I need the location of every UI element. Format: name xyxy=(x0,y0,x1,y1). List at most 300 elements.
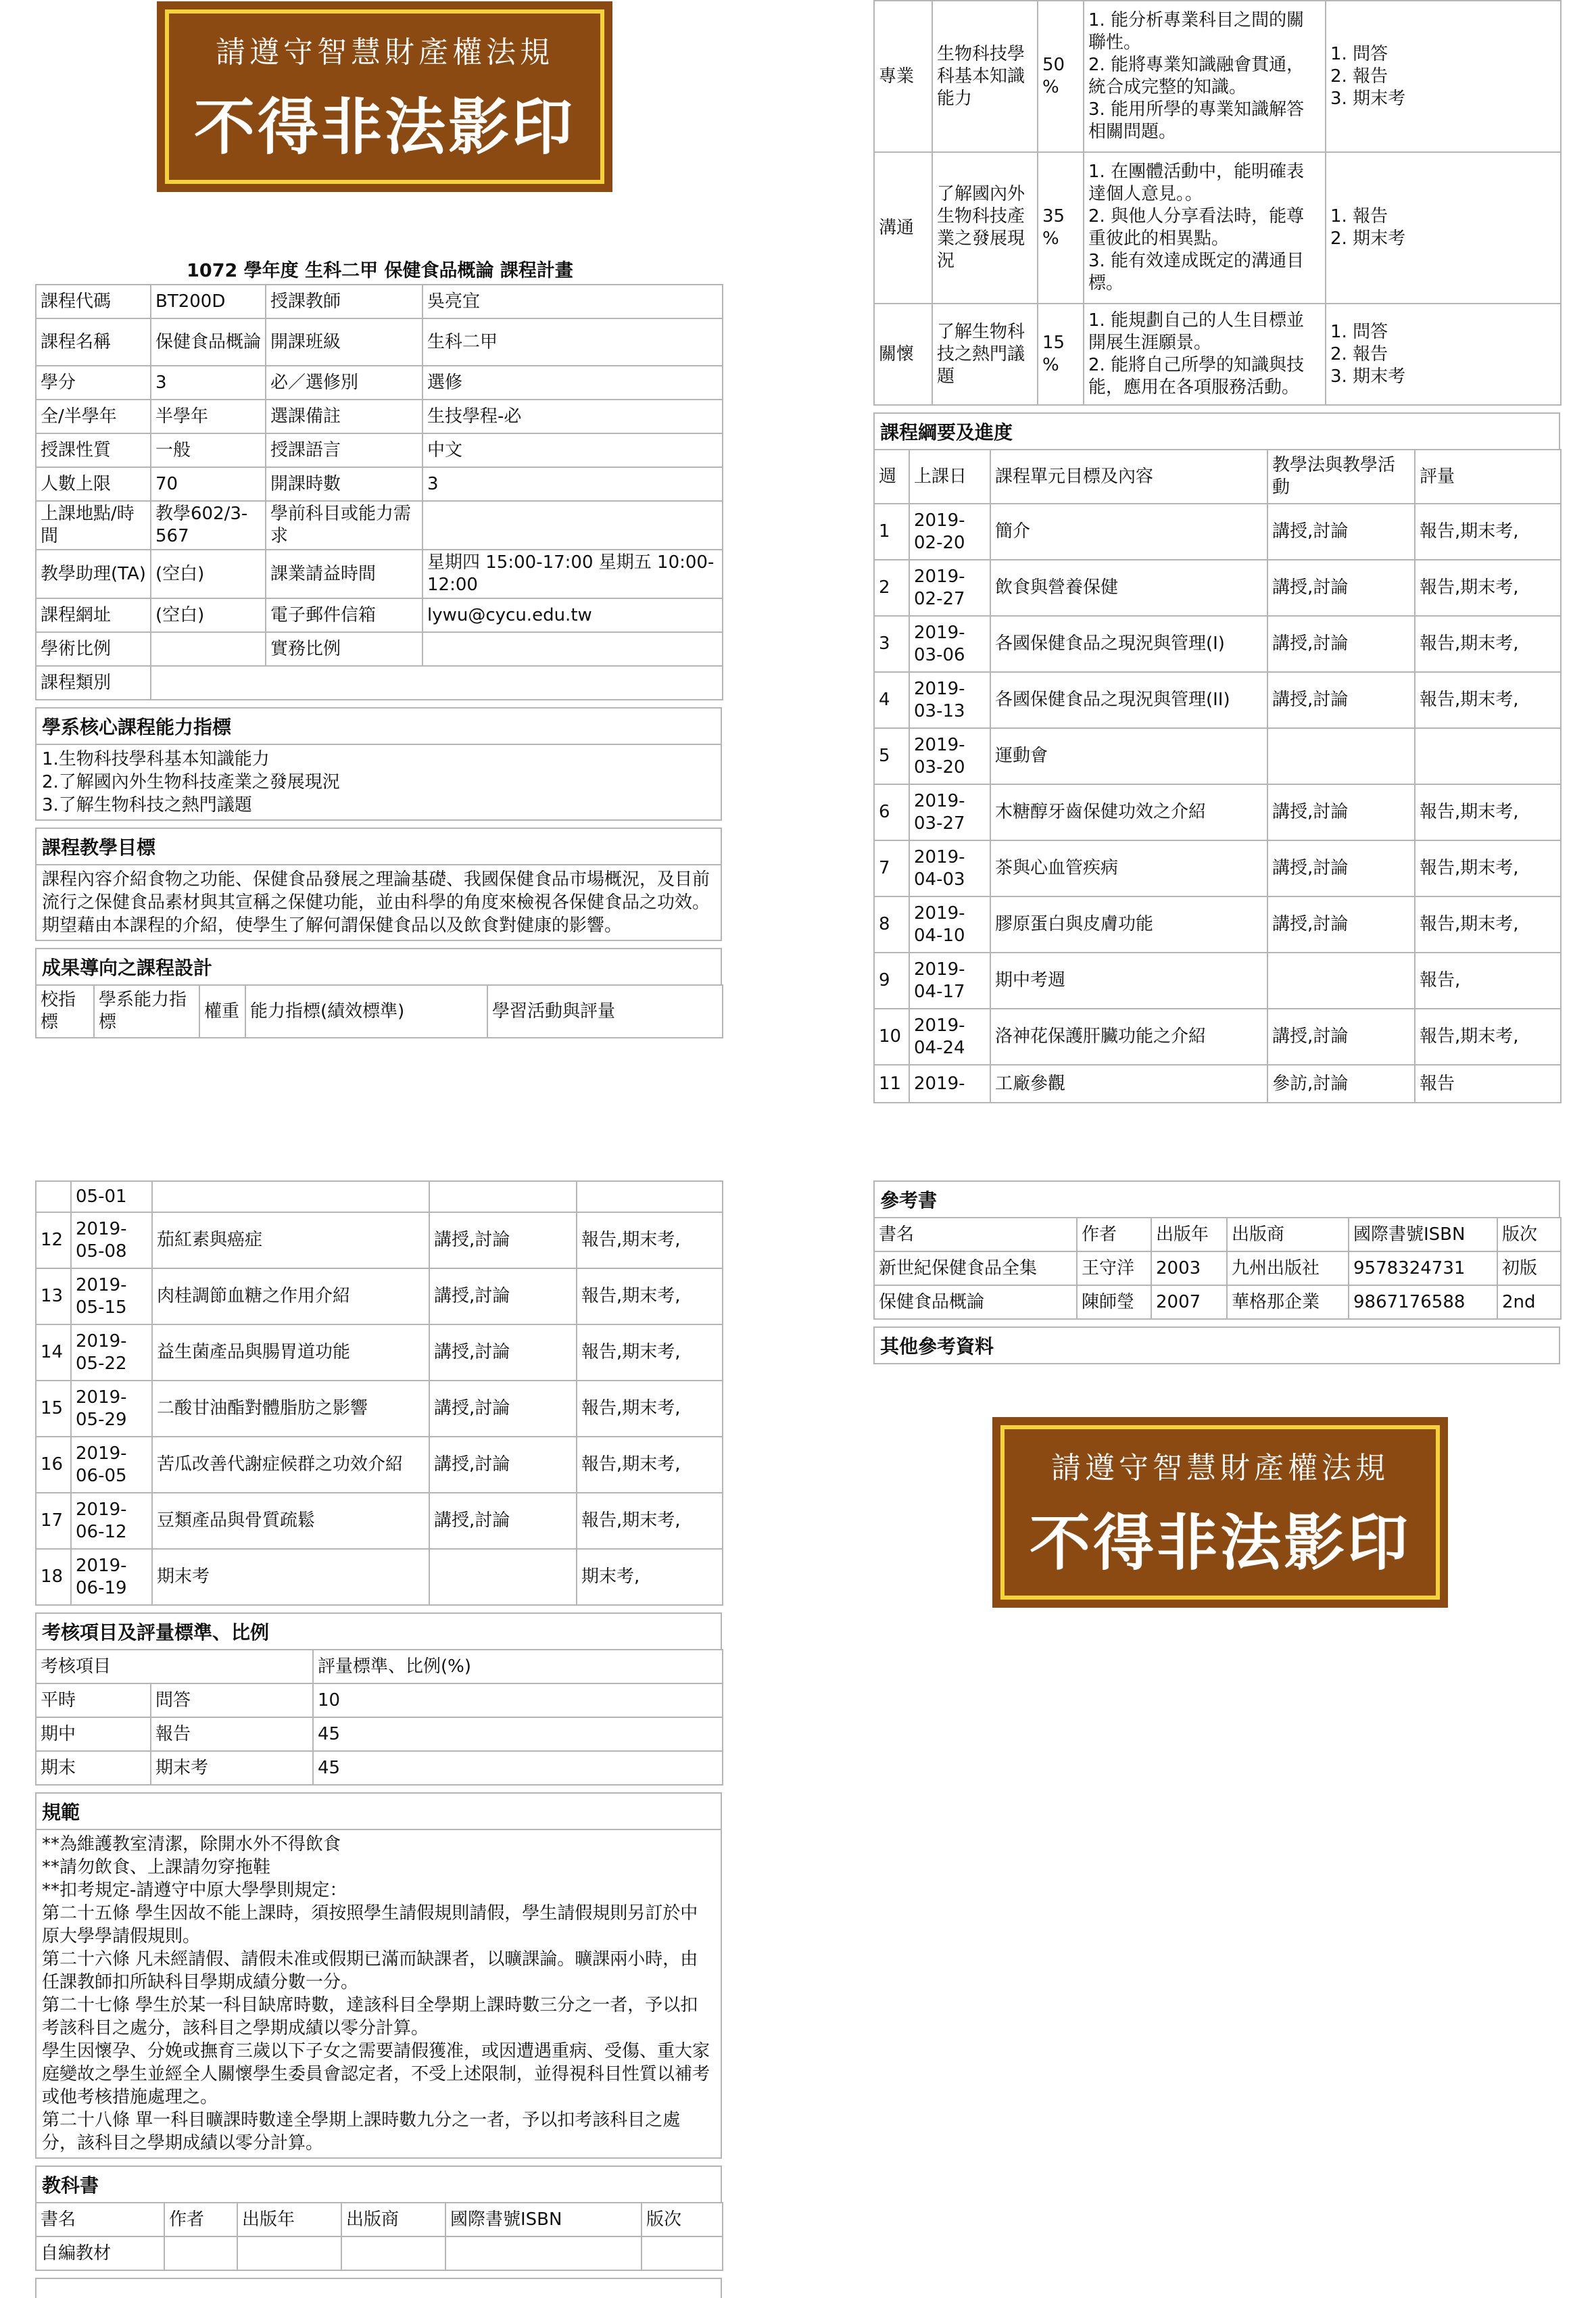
core-ability-heading: 學系核心課程能力指標 xyxy=(37,709,721,745)
schedule-row xyxy=(874,728,1561,784)
assessment-period: 期中 xyxy=(36,1717,151,1751)
outcome-header-cell: 學習活動與評量 xyxy=(487,985,723,1038)
references-heading: 參考書 xyxy=(875,1182,1559,1217)
class-date: 2019-03-27 xyxy=(909,784,990,840)
references-row xyxy=(874,1285,1561,1319)
evaluation: 報告,期末考, xyxy=(577,1437,723,1493)
teaching-method xyxy=(1267,728,1415,784)
week-number: 3 xyxy=(874,616,909,672)
info-label: 學分 xyxy=(36,366,151,400)
teaching-method: 講授,討論 xyxy=(1267,560,1415,616)
class-date: 05-01 xyxy=(71,1181,152,1212)
rules-section xyxy=(35,1792,722,2159)
evaluation: 報告, xyxy=(1415,953,1561,1009)
info-row xyxy=(36,598,723,632)
textbook-table xyxy=(35,2202,723,2271)
outcome-header-cell: 權重 xyxy=(199,985,245,1038)
week-number: 11 xyxy=(874,1065,909,1103)
schedule-row xyxy=(874,896,1561,953)
info-value: 一般 xyxy=(151,433,266,467)
info-label: 全/半學年 xyxy=(36,400,151,433)
rules-text xyxy=(37,1830,721,2157)
outcome-category: 關懷 xyxy=(874,304,932,405)
week-number: 4 xyxy=(874,672,909,728)
assessment-item: 問答 xyxy=(151,1683,313,1717)
unit-content: 二酸甘油酯對體脂肪之影響 xyxy=(152,1381,429,1437)
class-date: 2019-02-27 xyxy=(909,560,990,616)
outcome-weight: 50% xyxy=(1038,1,1084,152)
activity-item: 3. 期末考 xyxy=(1330,88,1406,109)
info-value: 選修 xyxy=(422,366,723,400)
objectives-text: 課程內容介紹食物之功能、保健食品發展之理論基礎、我國保健食品市場概況，及目前流行之保健食品素材與其宣稱之保健功能，並由科學的角度來檢視各保健食品之功效。期望藉由本課程的介紹，使學生了解何謂保健食品以及飲食對健康的影響。 xyxy=(42,869,710,936)
assessment-percent: 45 xyxy=(313,1717,723,1751)
info-label: 人數上限 xyxy=(36,467,151,501)
textbook-row xyxy=(36,2236,723,2270)
week-number: 17 xyxy=(36,1493,71,1549)
unit-content: 洛神花保護肝臟功能之介紹 xyxy=(990,1009,1267,1065)
outcome-heading: 成果導向之課程設計 xyxy=(37,949,721,984)
unit-content: 茶與心血管疾病 xyxy=(990,840,1267,896)
references-header-cell: 作者 xyxy=(1077,1218,1151,1251)
rule-line: 第二十六條 凡未經請假、請假未准或假期已滿而缺課者，以曠課論。曠課兩小時，由任課教師扣所缺科目學期成績分數一分。 xyxy=(42,1949,698,1992)
activity-item: 1. 報告 xyxy=(1330,206,1388,226)
outcome-row xyxy=(874,304,1561,405)
references-cell: 2nd xyxy=(1497,1285,1561,1319)
textbook-header-cell: 出版商 xyxy=(341,2203,445,2236)
standard-item: 3. 能用所學的專業知識解答相關問題。 xyxy=(1088,99,1305,142)
activity-item: 1. 問答 xyxy=(1330,321,1388,342)
schedule-row xyxy=(36,1268,723,1324)
class-date: 2019-03-20 xyxy=(909,728,990,784)
info-value: 半學年 xyxy=(151,400,266,433)
week-number: 12 xyxy=(36,1212,71,1268)
activity-item: 2. 報告 xyxy=(1330,343,1388,364)
assessment-heading: 考核項目及評量標準、比例 xyxy=(37,1614,721,1649)
assessment-row xyxy=(36,1683,723,1717)
unit-content: 茄紅素與癌症 xyxy=(152,1212,429,1268)
references-panel xyxy=(873,1180,1560,1364)
unit-content: 木糖醇牙齒保健功效之介紹 xyxy=(990,784,1267,840)
class-date: 2019-06-19 xyxy=(71,1549,152,1605)
teaching-method: 講授,討論 xyxy=(429,1212,577,1268)
teaching-method: 講授,討論 xyxy=(429,1493,577,1549)
evaluation: 報告,期末考, xyxy=(577,1324,723,1381)
rule-line: 第二十八條 單一科目曠課時數達全學期上課時數九分之一者，予以扣考該科目之處分，該科目之學期成績以零分計算。 xyxy=(42,2110,681,2153)
unit-content: 期中考週 xyxy=(990,953,1267,1009)
outcome-weight: 15% xyxy=(1038,304,1084,405)
info-label: 選課備註 xyxy=(266,400,422,433)
week-number: 5 xyxy=(874,728,909,784)
evaluation xyxy=(577,1181,723,1212)
outcome-row xyxy=(874,1,1561,152)
info-value: 生科二甲 xyxy=(422,318,723,366)
info-value: 星期四 15:00-17:00 星期五 10:00-12:00 xyxy=(422,550,723,598)
references-cell: 王守洋 xyxy=(1077,1251,1151,1285)
references-cell: 九州出版社 xyxy=(1227,1251,1349,1285)
unit-content: 豆類產品與骨質疏鬆 xyxy=(152,1493,429,1549)
info-label: 開課班級 xyxy=(266,318,422,366)
unit-content: 各國保健食品之現況與管理(II) xyxy=(990,672,1267,728)
rule-line: 第二十七條 學生於某一科目缺席時數，達該科目全學期上課時數三分之一者，予以扣考該科目之處分，該科目之學期成績以零分計算。 xyxy=(42,1995,698,2038)
info-value xyxy=(151,666,723,700)
class-date: 2019-06-05 xyxy=(71,1437,152,1493)
assessment-row xyxy=(36,1717,723,1751)
info-value: 生技學程-必 xyxy=(422,400,723,433)
outcome-weight: 35% xyxy=(1038,152,1084,304)
info-row xyxy=(36,467,723,501)
info-row xyxy=(36,318,723,366)
week-number: 10 xyxy=(874,1009,909,1065)
assessment-header-row xyxy=(36,1650,723,1683)
standard-item: 3. 能有效達成既定的溝通目標。 xyxy=(1088,251,1305,293)
textbook-cell xyxy=(445,2236,642,2270)
evaluation: 報告,期末考, xyxy=(1415,1009,1561,1065)
week-number: 7 xyxy=(874,840,909,896)
next-section-stub xyxy=(35,2278,722,2298)
schedule-header-cell: 上課日 xyxy=(909,450,990,504)
references-header-row xyxy=(874,1218,1561,1251)
rule-line: 學生因懷孕、分娩或撫育三歲以下子女之需要請假獲准，或因遭遇重病、受傷、重大家庭變故之學生並經全人關懷學生委員會認定者，不受上述限制，並得視科目性質以補考或他考核措施處理之。 xyxy=(42,2041,710,2107)
info-value: BT200D xyxy=(151,285,266,318)
references-cell: 保健食品概論 xyxy=(874,1285,1077,1319)
info-label: 授課教師 xyxy=(266,285,422,318)
class-date: 2019-06-12 xyxy=(71,1493,152,1549)
evaluation: 報告,期末考, xyxy=(1415,560,1561,616)
info-value: 3 xyxy=(151,366,266,400)
class-date: 2019-05-15 xyxy=(71,1268,152,1324)
other-refs-heading: 其他參考資料 xyxy=(875,1328,1559,1363)
week-number: 16 xyxy=(36,1437,71,1493)
schedule-row xyxy=(36,1212,723,1268)
info-label: 教學助理(TA) xyxy=(36,550,151,598)
copyright-stamp-bottom xyxy=(992,1417,1448,1608)
outcome-header-cell: 校指標 xyxy=(36,985,94,1038)
teaching-method: 講授,討論 xyxy=(429,1381,577,1437)
references-cell: 新世紀保健食品全集 xyxy=(874,1251,1077,1285)
activity-item: 1. 問答 xyxy=(1330,43,1388,64)
textbook-section xyxy=(35,2165,722,2202)
info-label: 實務比例 xyxy=(266,632,422,666)
references-cell: 初版 xyxy=(1497,1251,1561,1285)
evaluation: 報告,期末考, xyxy=(1415,840,1561,896)
info-label: 授課語言 xyxy=(266,433,422,467)
evaluation xyxy=(1415,728,1561,784)
stamp-line1: 請遵守智慧財產權法規 xyxy=(1051,1451,1389,1485)
week-number: 14 xyxy=(36,1324,71,1381)
standard-item: 1. 能分析專業科目之間的關聯性。 xyxy=(1088,10,1305,53)
rule-line: **為維護教室清潔，除開水外不得飲食 xyxy=(42,1834,341,1854)
core-ability-item: 2.了解國內外生物科技產業之發展現況 xyxy=(42,772,340,792)
info-label: 課業請益時間 xyxy=(266,550,422,598)
teaching-method xyxy=(1267,953,1415,1009)
textbook-cell xyxy=(642,2236,723,2270)
assessment-item: 報告 xyxy=(151,1717,313,1751)
class-date: 2019-04-10 xyxy=(909,896,990,953)
class-date: 2019-04-17 xyxy=(909,953,990,1009)
standard-item: 2. 與他人分享看法時，能尊重彼此的相異點。 xyxy=(1088,206,1305,249)
schedule-row xyxy=(874,953,1561,1009)
unit-content: 膠原蛋白與皮膚功能 xyxy=(990,896,1267,953)
week-number: 2 xyxy=(874,560,909,616)
outcome-activities xyxy=(1326,152,1561,304)
outcome-activities xyxy=(1326,1,1561,152)
assessment-period: 平時 xyxy=(36,1683,151,1717)
teaching-method xyxy=(429,1549,577,1605)
schedule-header-row xyxy=(874,450,1561,504)
info-label: 學前科目或能力需求 xyxy=(266,501,422,550)
week-number: 13 xyxy=(36,1268,71,1324)
evaluation: 報告 xyxy=(1415,1065,1561,1103)
outcome-row xyxy=(874,152,1561,304)
evaluation: 報告,期末考, xyxy=(577,1268,723,1324)
week-number xyxy=(36,1181,71,1212)
outcome-header-cell: 能力指標(績效標準) xyxy=(245,985,487,1038)
teaching-method: 講授,討論 xyxy=(1267,784,1415,840)
references-header-cell: 出版年 xyxy=(1151,1218,1227,1251)
core-ability-section xyxy=(35,707,722,821)
textbook-header-row xyxy=(36,2203,723,2236)
references-cell: 9578324731 xyxy=(1349,1251,1497,1285)
class-date: 2019-05-22 xyxy=(71,1324,152,1381)
teaching-method: 講授,討論 xyxy=(1267,896,1415,953)
schedule-row xyxy=(874,1065,1561,1103)
info-value: 3 xyxy=(422,467,723,501)
unit-content: 益生菌產品與腸胃道功能 xyxy=(152,1324,429,1381)
week-number: 18 xyxy=(36,1549,71,1605)
class-date: 2019-04-24 xyxy=(909,1009,990,1065)
textbook-cell xyxy=(341,2236,445,2270)
info-label: 開課時數 xyxy=(266,467,422,501)
info-row xyxy=(36,433,723,467)
references-cell: 9867176588 xyxy=(1349,1285,1497,1319)
info-value xyxy=(422,632,723,666)
references-header-cell: 書名 xyxy=(874,1218,1077,1251)
evaluation: 報告,期末考, xyxy=(1415,672,1561,728)
teaching-method: 講授,討論 xyxy=(1267,504,1415,560)
activity-item: 2. 期末考 xyxy=(1330,229,1406,249)
schedule-row xyxy=(874,616,1561,672)
schedule-header-cell: 評量 xyxy=(1415,450,1561,504)
info-value: 中文 xyxy=(422,433,723,467)
week-number: 9 xyxy=(874,953,909,1009)
textbook-heading: 教科書 xyxy=(37,2167,721,2202)
evaluation: 報告,期末考, xyxy=(577,1493,723,1549)
copyright-stamp-top xyxy=(157,1,612,192)
activity-item: 2. 報告 xyxy=(1330,66,1388,87)
assessment-period: 期末 xyxy=(36,1751,151,1785)
evaluation: 報告,期末考, xyxy=(1415,504,1561,560)
references-cell: 2003 xyxy=(1151,1251,1227,1285)
teaching-method: 參訪,討論 xyxy=(1267,1065,1415,1103)
standard-item: 2. 能將專業知識融會貫通，統合成完整的知識。 xyxy=(1088,55,1305,97)
outcome-ability: 了解國內外生物科技產業之發展現況 xyxy=(932,152,1038,304)
info-label: 上課地點/時間 xyxy=(36,501,151,550)
class-date: 2019-05-29 xyxy=(71,1381,152,1437)
info-row xyxy=(36,632,723,666)
info-label: 課程類別 xyxy=(36,666,151,700)
info-value: 教學602/3-567 xyxy=(151,501,266,550)
unit-content: 工廠參觀 xyxy=(990,1065,1267,1103)
teaching-method xyxy=(429,1181,577,1212)
schedule-header-cell: 教學法與教學活動 xyxy=(1267,450,1415,504)
schedule-header-cell: 課程單元目標及內容 xyxy=(990,450,1267,504)
references-row xyxy=(874,1251,1561,1285)
textbook-cell: 自編教材 xyxy=(36,2236,164,2270)
unit-content: 飲食與營養保健 xyxy=(990,560,1267,616)
objectives-heading: 課程教學目標 xyxy=(37,829,721,865)
references-section xyxy=(873,1180,1560,1217)
references-header-cell: 版次 xyxy=(1497,1218,1561,1251)
week-number: 15 xyxy=(36,1381,71,1437)
unit-content xyxy=(152,1181,429,1212)
info-label: 學術比例 xyxy=(36,632,151,666)
schedule-table xyxy=(873,449,1562,1103)
teaching-method: 講授,討論 xyxy=(429,1437,577,1493)
info-value: lywu@cycu.edu.tw xyxy=(422,598,723,632)
schedule-row xyxy=(874,784,1561,840)
week-number: 8 xyxy=(874,896,909,953)
schedule-row xyxy=(874,672,1561,728)
info-row xyxy=(36,550,723,598)
other-refs-section xyxy=(873,1326,1560,1364)
core-ability-list xyxy=(37,745,721,819)
textbook-header-cell: 書名 xyxy=(36,2203,164,2236)
schedule-row xyxy=(36,1549,723,1605)
assessment-section xyxy=(35,1612,722,1649)
info-row-category xyxy=(36,666,723,700)
schedule-row xyxy=(36,1324,723,1381)
unit-content: 運動會 xyxy=(990,728,1267,784)
info-value: (空白) xyxy=(151,598,266,632)
outcome-continued-panel xyxy=(873,0,1560,1103)
page-title: 1072 學年度 生科二甲 保健食品概論 課程計畫 xyxy=(187,260,573,281)
info-label: 課程代碼 xyxy=(36,285,151,318)
activity-item: 3. 期末考 xyxy=(1330,366,1406,387)
rules-heading: 規範 xyxy=(37,1794,721,1830)
outcome-category: 溝通 xyxy=(874,152,932,304)
evaluation: 報告,期末考, xyxy=(577,1381,723,1437)
info-value xyxy=(422,501,723,550)
schedule-row xyxy=(874,504,1561,560)
references-cell: 華格那企業 xyxy=(1227,1285,1349,1319)
textbook-header-cell: 版次 xyxy=(642,2203,723,2236)
unit-content: 苦瓜改善代謝症候群之功效介紹 xyxy=(152,1437,429,1493)
info-value: (空白) xyxy=(151,550,266,598)
textbook-header-cell: 國際書號ISBN xyxy=(445,2203,642,2236)
references-header-cell: 出版商 xyxy=(1227,1218,1349,1251)
outcome-activities xyxy=(1326,304,1561,405)
course-info-table xyxy=(35,284,723,700)
info-row xyxy=(36,501,723,550)
schedule-row xyxy=(36,1437,723,1493)
textbook-cell xyxy=(237,2236,341,2270)
evaluation: 報告,期末考, xyxy=(1415,784,1561,840)
unit-content: 肉桂調節血糖之作用介紹 xyxy=(152,1268,429,1324)
assessment-header-cell: 考核項目 xyxy=(36,1650,313,1683)
outcome-table xyxy=(873,0,1562,406)
teaching-method: 講授,討論 xyxy=(1267,1009,1415,1065)
outcome-category: 專業 xyxy=(874,1,932,152)
stamp-line2: 不得非法影印 xyxy=(194,92,575,163)
info-label: 課程網址 xyxy=(36,598,151,632)
assessment-table xyxy=(35,1649,723,1786)
textbook-header-cell: 出版年 xyxy=(237,2203,341,2236)
info-label: 必／選修別 xyxy=(266,366,422,400)
stamp-line1: 請遵守智慧財產權法規 xyxy=(216,35,554,70)
info-value xyxy=(151,632,266,666)
assessment-header-cell: 評量標準、比例(%) xyxy=(313,1650,723,1683)
evaluation: 報告,期末考, xyxy=(1415,616,1561,672)
core-ability-item: 3.了解生物科技之熱門議題 xyxy=(42,795,252,815)
teaching-method: 講授,討論 xyxy=(429,1268,577,1324)
week-number: 6 xyxy=(874,784,909,840)
outcome-ability: 了解生物科技之熱門議題 xyxy=(932,304,1038,405)
class-date: 2019- xyxy=(909,1065,990,1103)
outcome-standards xyxy=(1084,1,1326,152)
assessment-percent: 45 xyxy=(313,1751,723,1785)
standard-item: 2. 能將自己所學的知識與技能，應用在各項服務活動。 xyxy=(1088,355,1305,398)
info-row xyxy=(36,285,723,318)
assessment-percent: 10 xyxy=(313,1683,723,1717)
info-label: 電子郵件信箱 xyxy=(266,598,422,632)
outcome-header-table xyxy=(35,984,723,1038)
teaching-method: 講授,討論 xyxy=(1267,616,1415,672)
schedule-row xyxy=(874,560,1561,616)
schedule-heading: 課程綱要及進度 xyxy=(875,414,1559,449)
teaching-method: 講授,討論 xyxy=(1267,840,1415,896)
info-value: 保健食品概論 xyxy=(151,318,266,366)
standard-item: 1. 能規劃自己的人生目標並開展生涯願景。 xyxy=(1088,310,1305,353)
outcome-standards xyxy=(1084,304,1326,405)
schedule-row xyxy=(874,840,1561,896)
objectives-section xyxy=(35,828,722,941)
info-value: 70 xyxy=(151,467,266,501)
class-date: 2019-04-03 xyxy=(909,840,990,896)
class-date: 2019-03-06 xyxy=(909,616,990,672)
class-date: 2019-05-08 xyxy=(71,1212,152,1268)
stamp-line2: 不得非法影印 xyxy=(1030,1508,1411,1579)
outcome-standards xyxy=(1084,152,1326,304)
teaching-method: 講授,討論 xyxy=(1267,672,1415,728)
outcome-section xyxy=(35,948,722,984)
info-label: 授課性質 xyxy=(36,433,151,467)
rule-line: **扣考規定-請遵守中原大學學則規定： xyxy=(42,1880,347,1900)
info-row xyxy=(36,400,723,433)
schedule-row xyxy=(36,1493,723,1549)
references-header-cell: 國際書號ISBN xyxy=(1349,1218,1497,1251)
schedule-section xyxy=(873,412,1560,449)
standard-item: 1. 在團體活動中，能明確表達個人意見。。 xyxy=(1088,162,1305,204)
rule-line: 第二十五條 學生因故不能上課時，須按照學生請假規則請假，學生請假規則另訂於中原大學學請假規則。 xyxy=(42,1903,698,1946)
textbook-cell xyxy=(164,2236,237,2270)
evaluation: 報告,期末考, xyxy=(577,1212,723,1268)
assessment-row xyxy=(36,1751,723,1785)
outcome-ability: 生物科技學科基本知識能力 xyxy=(932,1,1038,152)
schedule-row xyxy=(874,1009,1561,1065)
references-table xyxy=(873,1217,1562,1320)
info-row xyxy=(36,366,723,400)
info-label: 課程名稱 xyxy=(36,318,151,366)
unit-content: 期末考 xyxy=(152,1549,429,1605)
class-date: 2019-02-20 xyxy=(909,504,990,560)
unit-content: 簡介 xyxy=(990,504,1267,560)
core-ability-item: 1.生物科技學科基本知識能力 xyxy=(42,749,270,769)
assessment-item: 期末考 xyxy=(151,1751,313,1785)
references-cell: 2007 xyxy=(1151,1285,1227,1319)
unit-content: 各國保健食品之現況與管理(I) xyxy=(990,616,1267,672)
evaluation: 期末考, xyxy=(577,1549,723,1605)
textbook-header-cell: 作者 xyxy=(164,2203,237,2236)
